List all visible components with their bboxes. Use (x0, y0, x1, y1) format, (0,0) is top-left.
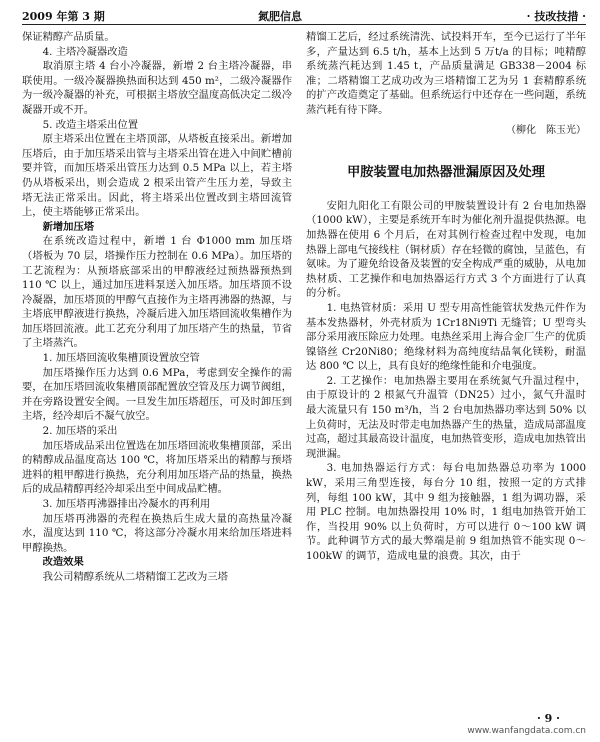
paragraph: 5. 改造主塔采出位置 (42, 118, 139, 131)
paragraph: 安阳九阳化工有限公司的甲胺装置设计有 2 台电加热器（1000 kW），主要是系统开车时为催化剂升温提供热源。电加热器在使用 6 个月后，在对其例行检查过程中发现，电加热器上部电气接线柱（铜材质）存在轻微的腐蚀，呈蓝色，有氨味。为了避免给设备及装置的安全构成严重的威胁，从电加热材质、工艺操作和电加热器运行方式 3 个方面进行了认真的分析。 (306, 199, 586, 300)
paragraph: 3. 电加热器运行方式：每台电加热器总功率为 1000 kW，采用三角型连接，每台分 10 组，按照一定的方式排列，每组 100 kW，其中 9 组为接触器，1 组为调功器，采用 PLC 控制。电加热器投用 10% 时，1 组电加热管开始工作，当投用 90% 以上负荷时，方可以进行 0～100 kW 调节。此种调节方式的最大弊端是前 9 组加热管不能实现 0～100kW 的调节，造成电量的浪费。其次，由于 (306, 462, 586, 562)
section-label: · 技改技措 · (526, 10, 586, 23)
journal-name: 氮肥信息 (258, 10, 302, 23)
paragraph: 3. 加压塔再沸器排出冷凝水的再利用 (42, 498, 211, 510)
section-heading: 改造效果 (42, 556, 84, 569)
page-header (22, 6, 586, 24)
paragraph: 原主塔采出位置在主塔顶部，从塔板直接采出。新增加压塔后，由于加压塔采出管与主塔采出管在进入中间贮槽前要并管，而加压塔采出管压力达到 0.5 MPa 以上，若主塔仍从塔板采出，则会造成 2 根采出管产生压力差，导致主塔无法正常采出。因此，将主塔采出位置改到主塔回流管上，使主塔能够正常采出。 (22, 133, 292, 219)
issue-label: 2009 年第 3 期 (22, 10, 105, 23)
watermark: www.wanfangdata.com.cn (467, 726, 586, 736)
paragraph: 1. 电热管材质：采用 U 型专用高性能管状发热元件作为基本发热器材，外壳材质为 1Cr18Ni9Ti 无缝管；U 型弯头部分采用液压除应力处理。电热丝采用上海合金厂生产的优质镍铬丝 Cr20Ni80；绝缘材料为高纯度结晶氧化镁粉，耐温达 800 ℃ 以上，具有良好的绝缘性能和介电强度。 (306, 301, 586, 373)
right-column (306, 30, 586, 564)
page-number: · 9 · (537, 712, 560, 725)
paragraph: 1. 加压塔回流收集槽顶设置放空管 (42, 352, 200, 365)
paragraph: 保证精醇产品质量。 (22, 31, 115, 43)
paragraph: 在系统改造过程中，新增 1 台 Φ1000 mm 加压塔（塔板为 70 层，塔操作压力控制在 0.6 MPa）。加压塔的工艺流程为：从预塔底部采出的甲醇液经过预热器预热到 110 ℃ 以上，通过加压进料泵送入加压塔。加压塔顶不设冷凝器，加压塔顶的甲醇气直接作为主塔再沸器的热源，与主塔底甲醇液进行换热，冷凝后进入加压塔回流收集槽作为加压塔回流液。此工艺充分利用了加压塔产生的热量，节省了主塔蒸汽。 (22, 235, 292, 350)
paragraph: 4. 主塔冷凝器改造 (42, 45, 128, 58)
previous-article-end (306, 30, 586, 118)
paragraph: 精馏工艺后，经过系统清洗、试投料开车，至今已运行了半年多，产量达到 6.5 t/h，基本上达到 5 万t/a 的目标；吨精醇系统蒸汽耗达到 1.45 t，产品质量满足 GB338－2004 标准；二塔精馏工艺成功改为三塔精馏工艺为另 1 套精醇系统的扩产改造奠定了基础。但系统运行中还存在一些问题，系统蒸汽耗有待下降。 (306, 31, 586, 116)
author-credit: （柳化 陈玉光） (506, 124, 586, 136)
paragraph: 加压塔成品采出位置选在加压塔回流收集槽顶部，采出的精醇成品温度高达 100 ℃，将加压塔采出的精醇与预塔进料的粗甲醇进行换热，充分利用加压塔产品的热量，换热后的成品精醇再经冷却采出至中间成品贮槽。 (22, 439, 292, 496)
header-rule (22, 24, 586, 25)
section-heading: 新增加压塔 (42, 220, 95, 233)
paragraph: 2. 加压塔的采出 (42, 425, 118, 438)
paragraph: 取消原主塔 4 台小冷凝器，新增 2 台主塔冷凝器，串联使用。一级冷凝器换热面积达到 450 m²，二级冷凝器作为一级冷凝器的补充，可根据主塔放空温度高低决定二级冷凝器开或不开。 (22, 60, 292, 116)
paragraph: 加压塔操作压力达到 0.6 MPa，考虑到安全操作的需要，在加压塔回流收集槽顶部配置放空管及压力调节阀组，并在旁路设置安全阀。一旦发生加压塔超压，可及时卸压到主塔，经冷却后不凝气放空。 (22, 366, 292, 423)
paragraph: 加压塔再沸器的壳程在换热后生成大量的高热量冷凝水，温度达到 110 ℃，将这部分冷凝水用来给加压塔进料甲醇换热。 (22, 512, 292, 554)
paragraph: 2. 工艺操作：电加热器主要用在系统氮气升温过程中，由于原设计的 2 根氮气升温管（DN25）过小，氮气升温时最大流量只有 150 m³/h，当 2 台电加热器功率达到 50% 以上负荷时，无法及时带走电加热器产生的热量，造成局部温度过高，超过其最高设计温度，电加热管变形，造成电加热管出现泄漏。 (306, 374, 586, 460)
left-column (22, 30, 292, 585)
paragraph: 我公司精醇系统从二塔精馏工艺改为三塔 (42, 570, 228, 583)
article-body (306, 199, 586, 564)
article-title: 甲胺装置电加热器泄漏原因及处理 (347, 165, 545, 181)
